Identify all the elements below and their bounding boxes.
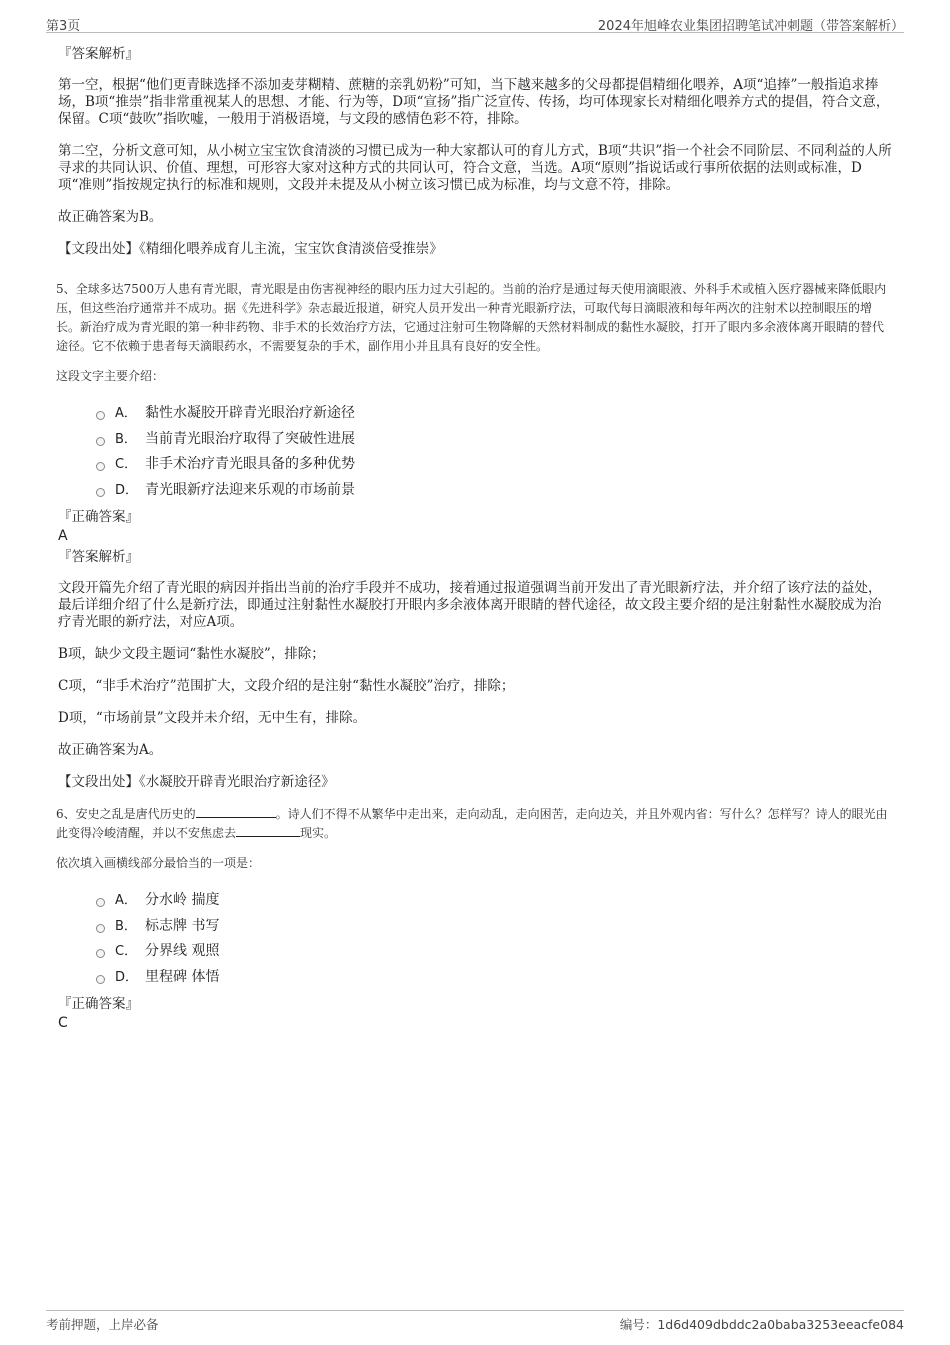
option-letter: C． xyxy=(115,457,138,473)
option-text: 青光眼新疗法迎来乐观的市场前景 xyxy=(145,481,355,498)
option-text: 里程碑 体悟 xyxy=(145,968,220,985)
option-letter: C． xyxy=(115,944,138,960)
analysis-paragraph: C项，“非手术治疗”范围扩大，文段介绍的是注射“黏性水凝胶”治疗，排除； xyxy=(58,678,515,694)
option-letter: A． xyxy=(115,406,137,422)
option-a[interactable] xyxy=(96,401,892,427)
option-list xyxy=(96,888,892,990)
answer-label: 『正确答案』 xyxy=(58,509,139,525)
question-6 xyxy=(56,805,892,1032)
option-list xyxy=(96,401,892,503)
q4-analysis-section xyxy=(56,46,892,258)
analysis-paragraph: D项，“市场前景”文段并未介绍，无中生有，排除。 xyxy=(58,710,367,726)
option-a[interactable] xyxy=(96,888,892,914)
analysis-conclusion: 故正确答案为A。 xyxy=(58,742,163,758)
option-text: 黏性水凝胶开辟青光眼治疗新途径 xyxy=(145,405,355,422)
analysis-paragraph: 文段开篇先介绍了青光眼的病因并指出当前的治疗手段并不成功，接着通过报道强调当前开发出了青光眼新疗法，并介绍了该疗法的益处，最后详细介绍了什么是新疗法，即通过注射黏性水凝胶打开眼内多余液体离开眼睛的替代途径，故文段主要介绍的是注射黏性水凝胶成为治疗青光眼的新疗法，对应A项。 xyxy=(58,580,882,630)
radio-button-icon[interactable] xyxy=(96,462,105,471)
document-title: 2024年旭峰农业集团招聘笔试冲刺题（带答案解析） xyxy=(597,19,904,34)
radio-button-icon[interactable] xyxy=(96,924,105,933)
option-d[interactable] xyxy=(96,478,892,504)
answer-value: C xyxy=(58,1015,68,1031)
option-text: 非手术治疗青光眼具备的多种优势 xyxy=(145,456,355,473)
answer-label: 『正确答案』 xyxy=(58,996,139,1012)
option-d[interactable] xyxy=(96,965,892,991)
source-citation: 【文段出处】《精细化喂养成育儿主流，宝宝饮食清淡倍受推崇》 xyxy=(58,241,443,257)
question-text-part: 。诗人们不得不从繁华中走出来，走向动乱，走向困苦，走向边关，并且外观内省：写什么？怎样写？诗人的眼光由此变得冷峻清醒，并以不安焦虑去 xyxy=(56,807,888,840)
question-prompt: 这段文字主要介绍： xyxy=(56,369,165,383)
analysis-paragraph: 第二空，分析文意可知，从小树立宝宝饮食清淡的习惯已成为一种大家都认可的育儿方式，B项“共识”指一个社会不同阶层、不同利益的人所寻求的共同认识、价值、理想，可形容大家对这种方式的共同认可，符合文意，当选。A项“原则”指说话或行事所依据的法则或标准，D项“准则”指按规定执行的标准和规则，文段并未提及从小树立该习惯已成为标准，均与文意不符，排除。 xyxy=(58,143,892,193)
option-text: 分水岭 揣度 xyxy=(145,892,220,909)
analysis-label: 『答案解析』 xyxy=(58,549,139,565)
page-header xyxy=(46,12,904,33)
option-letter: D． xyxy=(115,482,139,498)
radio-button-icon[interactable] xyxy=(96,949,105,958)
option-c[interactable] xyxy=(96,939,892,965)
question-5 xyxy=(56,280,892,791)
option-text: 分界线 观照 xyxy=(145,943,220,960)
question-text xyxy=(56,805,892,843)
radio-button-icon[interactable] xyxy=(96,437,105,446)
radio-button-icon[interactable] xyxy=(96,898,105,907)
analysis-paragraph: B项，缺少文段主题词“黏性水凝胶”，排除； xyxy=(58,646,325,662)
option-c[interactable] xyxy=(96,452,892,478)
document-id: 编号：1d6d409dbddc2a0baba3253eeacfe084 xyxy=(619,1317,904,1332)
option-letter: D． xyxy=(115,969,139,985)
footer-slogan: 考前押题，上岸必备 xyxy=(46,1317,159,1332)
answer-value: A xyxy=(58,528,68,544)
question-prompt: 依次填入画横线部分最恰当的一项是： xyxy=(56,856,261,870)
radio-button-icon[interactable] xyxy=(96,488,105,497)
page-content xyxy=(56,46,892,1032)
option-text: 当前青光眼治疗取得了突破性进展 xyxy=(145,430,355,447)
radio-button-icon[interactable] xyxy=(96,411,105,420)
analysis-paragraph: 第一空，根据“他们更青睐选择不添加麦芽糊精、蔗糖的亲乳奶粉”可知，当下越来越多的父母都提倡精细化喂养，A项“追捧”一般指追求捧场，B项“推崇”指非常重视某人的思想、才能、行为等，D项“宣扬”指广泛宣传、传扬，均可体现家长对精细化喂养方式的提倡，符合文意，保留。C项“鼓吹”指吹嘘，一般用于消极语境，与文段的感情色彩不符，排除。 xyxy=(58,77,890,127)
analysis-conclusion: 故正确答案为B。 xyxy=(58,209,163,225)
radio-button-icon[interactable] xyxy=(96,975,105,984)
question-text-part: 6、安史之乱是唐代历史的 xyxy=(56,807,196,821)
page-number: 第3页 xyxy=(46,19,81,34)
fill-blank xyxy=(236,824,300,837)
question-text-part: 现实。 xyxy=(300,826,337,840)
analysis-label: 『答案解析』 xyxy=(58,46,139,62)
option-letter: B． xyxy=(115,431,137,447)
page-footer xyxy=(46,1310,904,1333)
option-text: 标志牌 书写 xyxy=(145,917,220,934)
option-letter: A． xyxy=(115,893,137,909)
fill-blank xyxy=(196,805,276,818)
question-text: 5、全球多达7500万人患有青光眼，青光眼是由伤害视神经的眼内压力过大引起的。当前的治疗是通过每天使用滴眼液、外科手术或植入医疗器械来降低眼内压，但这些治疗通常并不成功。据《先进科学》杂志最近报道，研究人员开发出一种青光眼新疗法，可取代每日滴眼液和每年两次的注射术以控制眼压的增长。新治疗成为青光眼的第一种非药物、非手术的长效治疗方法，它通过注射可生物降解的天然材料制成的黏性水凝胶，打开了眼内多余液体离开眼睛的替代途径。它不依赖于患者每天滴眼药水，不需要复杂的手术，副作用小并且具有良好的安全性。 xyxy=(56,282,887,353)
option-b[interactable] xyxy=(96,427,892,453)
option-letter: B． xyxy=(115,918,137,934)
option-b[interactable] xyxy=(96,914,892,940)
source-citation: 【文段出处】《水凝胶开辟青光眼治疗新途径》 xyxy=(58,774,335,790)
